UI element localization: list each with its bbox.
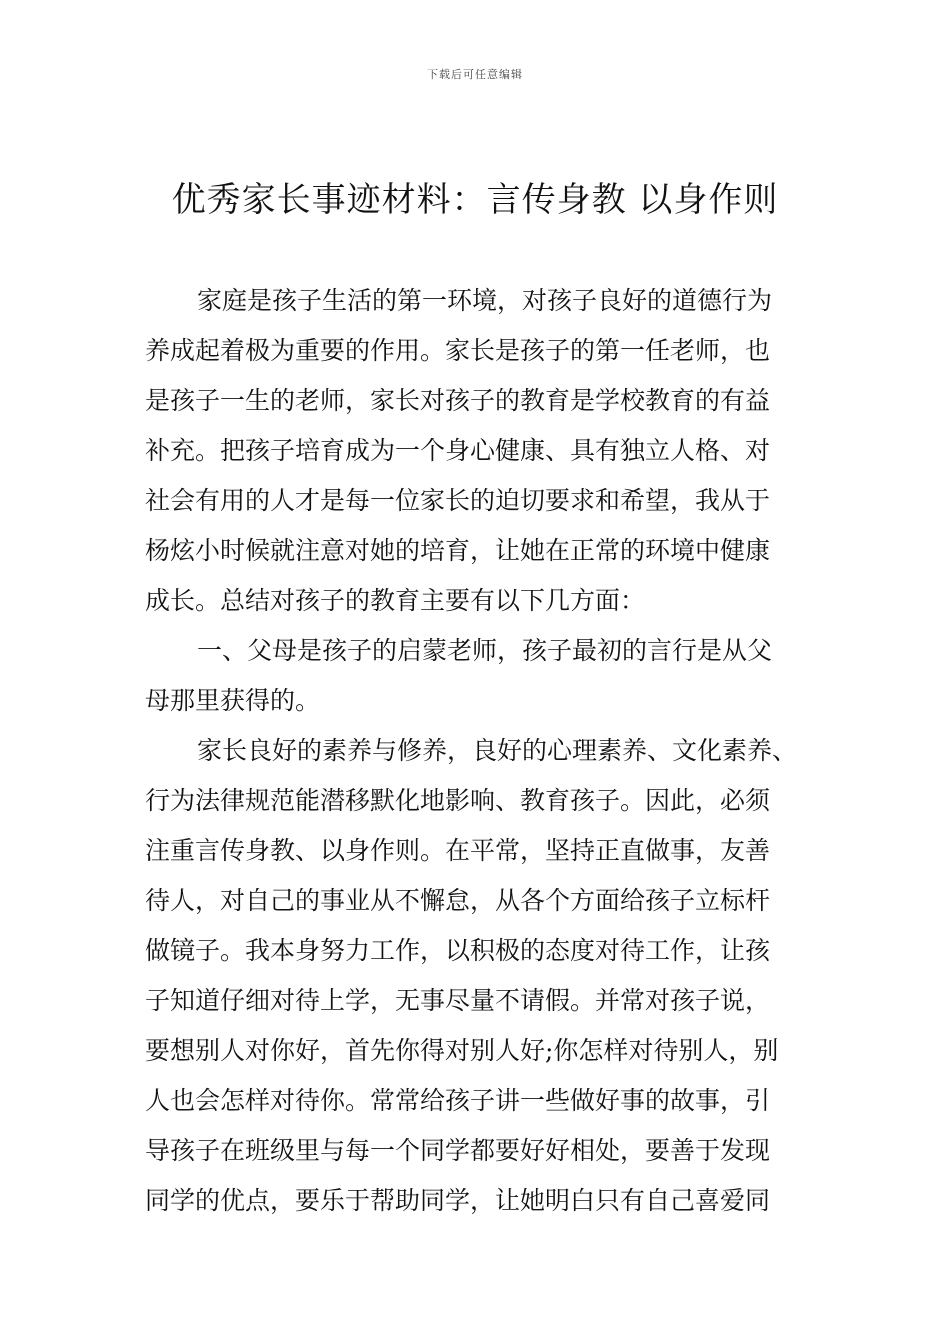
- body-line: 是孩子一生的老师，家长对孩子的教育是学校教育的有益: [145, 386, 771, 415]
- body-line: 人也会怎样对待你。常常给孩子讲一些做好事的故事，引: [145, 1086, 771, 1115]
- body-line: 杨炫小时候就注意对她的培育，让她在正常的环境中健康: [145, 536, 771, 565]
- body-line: 成长。总结对孩子的教育主要有以下几方面：: [145, 586, 646, 615]
- header-note: 下载后可任意编辑: [427, 68, 523, 81]
- body-line: 家长良好的素养与修养，良好的心理素养、文化素养、: [197, 736, 798, 765]
- body-line: 补充。把孩子培育成为一个身心健康、具有独立人格、对: [145, 436, 771, 465]
- body-line: 养成起着极为重要的作用。家长是孩子的第一任老师，也: [145, 336, 771, 365]
- body-line: 待人，对自己的事业从不懈怠，从各个方面给孩子立标杆: [145, 886, 771, 915]
- body-line: 做镜子。我本身努力工作，以积极的态度对待工作，让孩: [145, 936, 771, 965]
- body-line: 要想别人对你好，首先你得对别人好;你怎样对待别人，别: [145, 1036, 779, 1065]
- body-line: 家庭是孩子生活的第一环境，对孩子良好的道德行为: [197, 286, 773, 315]
- body-line: 社会有用的人才是每一位家长的迫切要求和希望，我从于: [145, 486, 771, 515]
- document-title: 优秀家长事迹材料：言传身教 以身作则: [171, 180, 779, 220]
- body-line: 注重言传身教、以身作则。在平常，坚持正直做事，友善: [145, 836, 771, 865]
- document-body: [145, 276, 810, 1226]
- body-line: 母那里获得的。: [145, 686, 321, 715]
- body-line: 子知道仔细对待上学，无事尽量不请假。并常对孩子说，: [145, 986, 771, 1015]
- body-line: 导孩子在班级里与每一个同学都要好好相处，要善于发现: [145, 1136, 771, 1165]
- body-line: 行为法律规范能潜移默化地影响、教育孩子。因此，必须: [145, 786, 771, 815]
- body-line: 一、父母是孩子的启蒙老师，孩子最初的言行是从父: [197, 636, 773, 665]
- body-line: 同学的优点，要乐于帮助同学，让她明白只有自己喜爱同: [145, 1186, 771, 1215]
